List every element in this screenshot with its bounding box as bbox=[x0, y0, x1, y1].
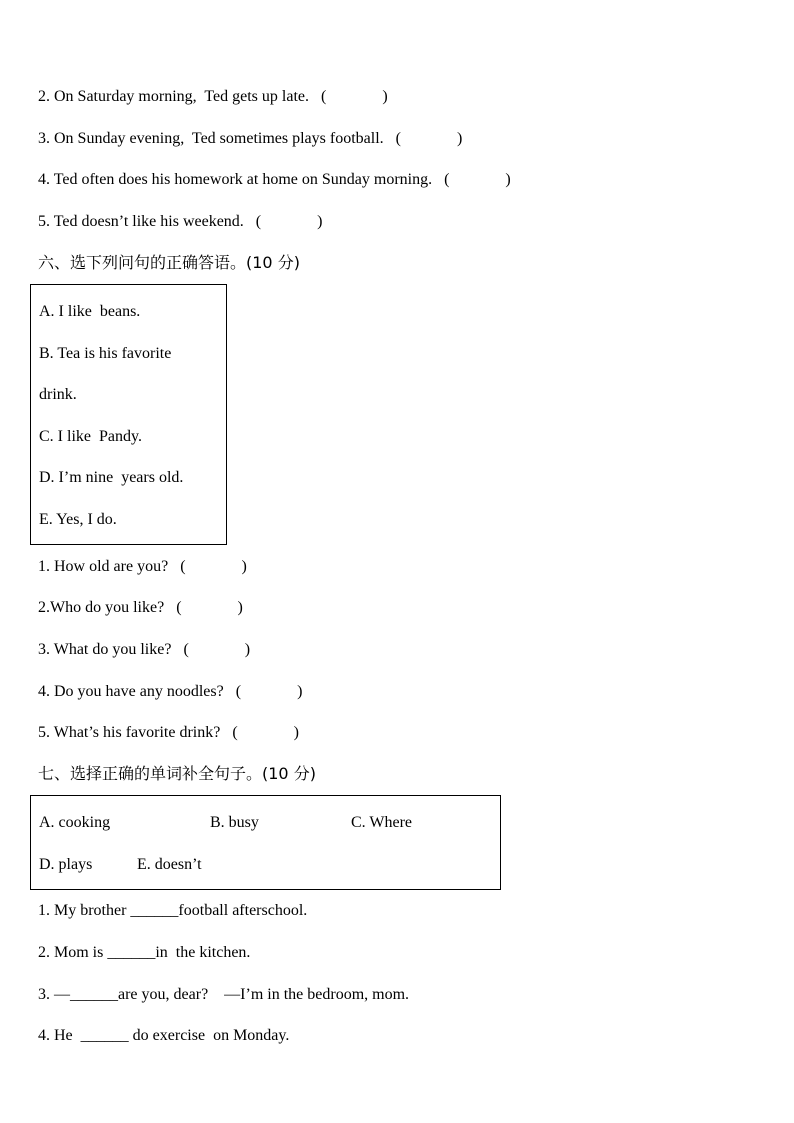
fill-sentence-3: 3. —______are you, dear? —I’m in the bedroom, mom. bbox=[38, 986, 410, 1003]
question-4: 4. Do you have any noodles? ( ) bbox=[38, 683, 303, 700]
section-7-heading: 七、选择正确的单词补全句子。(10 分) bbox=[38, 764, 316, 783]
question-3: 3. What do you like? ( ) bbox=[38, 641, 251, 658]
fill-sentence-1: 1. My brother ______football afterschool. bbox=[38, 902, 308, 919]
option-d: D. I’m nine years old. bbox=[39, 469, 184, 486]
word-option-e: E. doesn’t bbox=[137, 856, 202, 873]
true-false-item-3: 3. On Sunday evening, Ted sometimes plays football. ( ) bbox=[38, 130, 463, 147]
option-e: E. Yes, I do. bbox=[39, 511, 117, 528]
option-c: C. I like Pandy. bbox=[39, 428, 142, 445]
option-b-continued: drink. bbox=[39, 386, 77, 403]
question-1: 1. How old are you? ( ) bbox=[38, 558, 247, 575]
true-false-item-2: 2. On Saturday morning, Ted gets up late. ( ) bbox=[38, 88, 388, 105]
question-2: 2.Who do you like? ( ) bbox=[38, 599, 243, 616]
option-b: B. Tea is his favorite bbox=[39, 345, 172, 362]
word-option-d: D. plays bbox=[39, 856, 93, 873]
word-option-b: B. busy bbox=[210, 814, 259, 831]
fill-sentence-4: 4. He ______ do exercise on Monday. bbox=[38, 1027, 290, 1044]
option-a: A. I like beans. bbox=[39, 303, 141, 320]
fill-sentence-2: 2. Mom is ______in the kitchen. bbox=[38, 944, 251, 961]
true-false-item-4: 4. Ted often does his homework at home on Sunday morning. ( ) bbox=[38, 171, 511, 188]
section-6-heading: 六、选下列问句的正确答语。(10 分) bbox=[38, 253, 300, 272]
word-option-a: A. cooking bbox=[39, 814, 111, 831]
answer-options-box bbox=[30, 284, 227, 545]
word-option-c: C. Where bbox=[351, 814, 413, 831]
word-bank-box bbox=[30, 795, 501, 890]
true-false-item-5: 5. Ted doesn’t like his weekend. ( ) bbox=[38, 213, 323, 230]
question-5: 5. What’s his favorite drink? ( ) bbox=[38, 724, 299, 741]
